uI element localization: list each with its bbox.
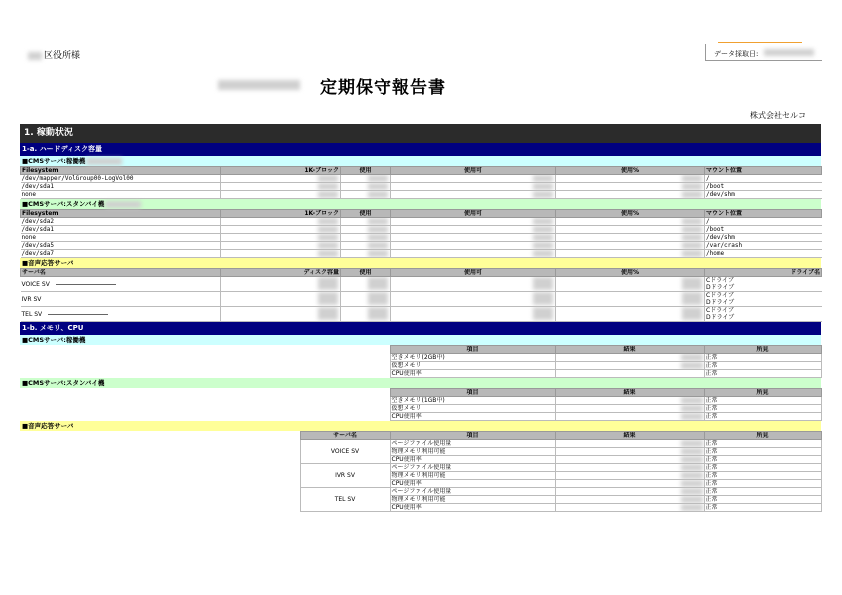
mount-cell: /boot [705,226,822,234]
item-cell: CPU使用率 [390,370,555,378]
table-row [21,277,822,292]
filesystem-cell: /dev/sda1 [21,226,221,234]
recipient-office [28,48,80,61]
filesystem-cell: /dev/sda7 [21,250,221,258]
table-row [20,354,821,362]
col-header: 使用 [341,167,391,175]
subsection-cms-active-memory: ■CMSサーバ:稼働機 [20,335,821,345]
value-cell [391,175,556,183]
mount-cell: /dev/shm [705,234,822,242]
mount-cell: / [705,218,822,226]
col-header: 所見 [704,346,821,354]
value-cell [341,277,391,292]
value-cell [221,218,341,226]
filesystem-cell: /dev/sda5 [21,242,221,250]
value-cell [391,307,556,322]
value-cell [341,191,391,199]
value-cell [556,183,705,191]
item-cell: 仮想メモリ [390,362,555,370]
subsection-label: ■CMSサーバ:稼働機 [22,157,86,165]
value-cell [341,250,391,258]
value-cell [221,226,341,234]
redacted-period [218,80,300,90]
value-cell [221,183,341,191]
value-cell [556,250,705,258]
filesystem-cell: none [21,191,221,199]
disk-table-cms-active [20,166,822,199]
col-header: 項目 [390,389,555,397]
server-name-cell: IVR SV [21,292,221,307]
table-row [20,504,821,512]
redacted-date [764,49,814,56]
subsection-voice-memory: ■音声応答サーバ [20,421,821,431]
value-cell [391,226,556,234]
col-header: Filesystem [21,167,221,175]
table-row [20,440,821,448]
section-title-operation: 1. 稼動状況 [20,124,821,143]
table-row [20,413,821,421]
value-cell [221,277,341,292]
server-name-cell: VOICE SV [21,277,221,292]
drive-cell: Cドライブ Dドライブ [705,277,822,292]
value-cell [556,175,705,183]
col-header: 結果 [555,389,704,397]
col-header: ディスク容量 [221,269,341,277]
table-row [21,242,822,250]
filesystem-cell: /dev/mapper/VolGroup00-LogVol00 [21,175,221,183]
value-cell [556,218,705,226]
table-row [20,488,821,496]
report-title: 定期保守報告書 [320,78,446,98]
value-cell [556,307,705,322]
table-row [21,218,822,226]
value-cell [391,242,556,250]
result-cell [555,480,704,488]
value-cell [391,218,556,226]
value-cell [221,242,341,250]
result-cell [555,354,704,362]
note-cell: 正常 [704,488,821,496]
value-cell [221,292,341,307]
table-row [21,250,822,258]
disk-table-voice [20,268,822,322]
value-cell [341,242,391,250]
value-cell [391,183,556,191]
value-cell [391,250,556,258]
result-cell [555,413,704,421]
drive-cell: Cドライブ Dドライブ [705,307,822,322]
value-cell [556,277,705,292]
note-cell: 正常 [704,480,821,488]
subsection-cms-standby-disk [20,199,821,209]
table-row [20,362,821,370]
table-row [21,307,822,322]
redacted-block [28,52,42,60]
col-header: 1K-ブロック [221,167,341,175]
value-cell [221,175,341,183]
item-cell: ページファイル使用量 [390,464,555,472]
value-cell [391,292,556,307]
office-label: 区役所様 [44,51,81,61]
item-cell: CPU使用率 [390,480,555,488]
table-row [21,175,822,183]
result-cell [555,472,704,480]
server-name-cell: VOICE SV [300,440,390,464]
mount-cell: /boot [705,183,822,191]
filesystem-cell: /dev/sda1 [21,183,221,191]
value-cell [556,191,705,199]
table-row [21,292,822,307]
memory-table-voice [20,431,822,512]
item-cell: 物理メモリ利用可能 [390,448,555,456]
result-cell [555,504,704,512]
col-header: 使用% [556,167,705,175]
item-cell: 物理メモリ利用可能 [390,496,555,504]
col-header: 使用 [341,210,391,218]
subsection-voice-disk: ■音声応答サーバ [20,258,821,268]
col-header: マウント位置 [705,167,822,175]
drive-cell: Cドライブ Dドライブ [705,292,822,307]
value-cell [341,234,391,242]
result-cell [555,440,704,448]
company-name: 株式会社セルコ [750,111,806,120]
item-cell: CPU使用率 [390,504,555,512]
col-header: 結果 [555,346,704,354]
memory-table-cms-active [20,345,822,378]
result-cell [555,488,704,496]
note-cell: 正常 [704,413,821,421]
col-header: 項目 [390,346,555,354]
note-cell: 正常 [704,448,821,456]
report-body [20,124,821,512]
col-header: 使用 [341,269,391,277]
item-cell: CPU使用率 [390,413,555,421]
redacted-host [105,201,141,208]
table-row [20,480,821,488]
filesystem-cell: /dev/sda2 [21,218,221,226]
disk-table-cms-standby [20,209,822,258]
filesystem-cell: none [21,234,221,242]
col-header: 1K-ブロック [221,210,341,218]
server-name-cell: TEL SV [300,488,390,512]
item-cell: 空きメモリ(2GB中) [390,354,555,362]
value-cell [341,226,391,234]
note-cell: 正常 [704,405,821,413]
result-cell [555,370,704,378]
result-cell [555,397,704,405]
redacted-host [86,158,122,165]
item-cell: 空きメモリ(1GB中) [390,397,555,405]
mount-cell: /var/crash [705,242,822,250]
note-cell: 正常 [704,362,821,370]
value-cell [341,175,391,183]
item-cell: ページファイル使用量 [390,488,555,496]
date-box [705,44,822,61]
result-cell [555,464,704,472]
col-header: 結果 [555,432,704,440]
item-cell: 仮想メモリ [390,405,555,413]
col-header: 項目 [390,432,555,440]
value-cell [221,191,341,199]
table-row [21,226,822,234]
table-row [20,448,821,456]
table-row [20,405,821,413]
table-row [20,370,821,378]
value-cell [341,292,391,307]
note-cell: 正常 [704,464,821,472]
table-row [20,496,821,504]
value-cell [556,242,705,250]
col-header: サーバ名 [21,269,221,277]
value-cell [341,183,391,191]
table-row [21,191,822,199]
note-cell: 正常 [704,440,821,448]
value-cell [221,307,341,322]
value-cell [556,234,705,242]
result-cell [555,496,704,504]
result-cell [555,448,704,456]
subsection-cms-standby-memory: ■CMSサーバ:スタンバイ機 [20,378,821,388]
item-cell: ページファイル使用量 [390,440,555,448]
mount-cell: /dev/shm [705,191,822,199]
value-cell [556,226,705,234]
table-row [20,456,821,464]
item-cell: 物理メモリ利用可能 [390,472,555,480]
value-cell [391,234,556,242]
value-cell [391,191,556,199]
section-title-memory: 1-b. メモリ、CPU [20,322,821,335]
value-cell [341,307,391,322]
subsection-label: ■CMSサーバ:スタンバイ機 [22,200,105,208]
value-cell [221,250,341,258]
value-cell [556,292,705,307]
col-header: 所見 [704,389,821,397]
table-row [21,234,822,242]
memory-table-cms-standby [20,388,822,421]
col-header: 使用可 [391,269,556,277]
col-header: 使用可 [391,210,556,218]
col-header: サーバ名 [300,432,390,440]
subsection-cms-active-disk [20,156,821,166]
result-cell [555,405,704,413]
date-label: データ採取日: [714,50,759,58]
server-name-cell: IVR SV [300,464,390,488]
note-cell: 正常 [704,504,821,512]
note-cell: 正常 [704,472,821,480]
col-header: マウント位置 [705,210,822,218]
note-cell: 正常 [704,397,821,405]
table-row [20,464,821,472]
result-cell [555,456,704,464]
result-cell [555,362,704,370]
value-cell [391,277,556,292]
item-cell: CPU使用率 [390,456,555,464]
note-cell: 正常 [704,354,821,362]
mount-cell: / [705,175,822,183]
mount-cell: /home [705,250,822,258]
col-header: 使用可 [391,167,556,175]
table-row [20,472,821,480]
col-header: ドライブ名 [705,269,822,277]
table-row [21,183,822,191]
server-name-cell: TEL SV [21,307,221,322]
note-cell: 正常 [704,496,821,504]
note-cell: 正常 [704,370,821,378]
date-box-accent [718,42,802,43]
col-header: 所見 [704,432,821,440]
section-title-disk: 1-a. ハードディスク容量 [20,143,821,156]
table-row [20,397,821,405]
col-header: 使用% [556,269,705,277]
col-header: Filesystem [21,210,221,218]
value-cell [341,218,391,226]
value-cell [221,234,341,242]
note-cell: 正常 [704,456,821,464]
col-header: 使用% [556,210,705,218]
